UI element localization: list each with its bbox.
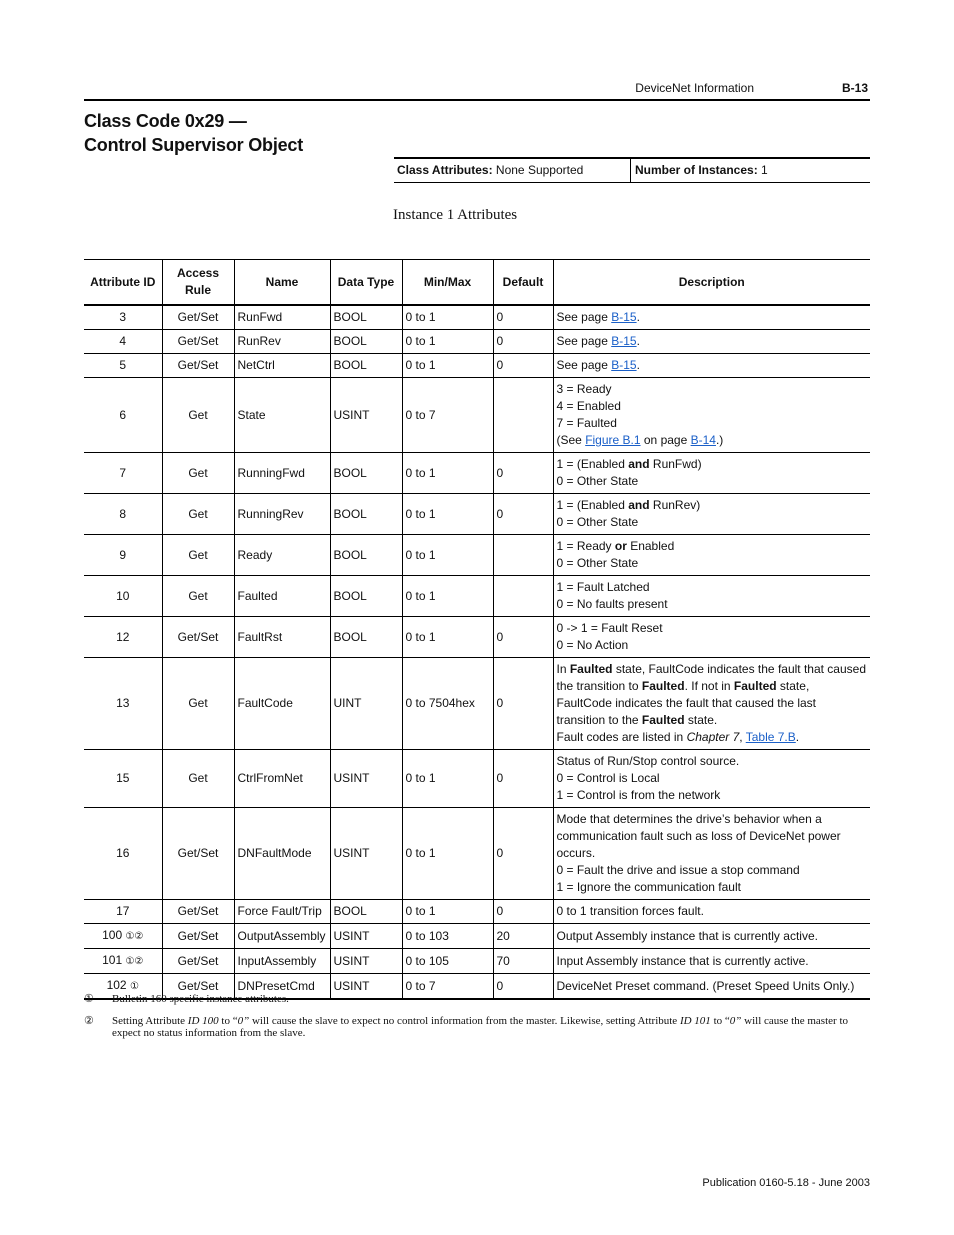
cell-name: Ready bbox=[234, 535, 330, 576]
desc-line: 1 = Control is from the network bbox=[556, 788, 721, 802]
header-description: Description bbox=[553, 260, 870, 306]
attribute-id-value: 100 bbox=[102, 928, 123, 942]
cell-min-max: 0 to 7504hex bbox=[402, 658, 493, 750]
desc-text: 1 = (Enabled bbox=[556, 498, 629, 512]
cell-attribute-id: 4 bbox=[84, 330, 162, 354]
cell-min-max: 0 to 1 bbox=[402, 535, 493, 576]
cell-default: 70 bbox=[493, 949, 553, 974]
table-header-row bbox=[84, 260, 870, 306]
desc-line: 1 = Ignore the communication fault bbox=[556, 880, 741, 894]
cell-min-max: 0 to 1 bbox=[402, 330, 493, 354]
cell-data-type: USINT bbox=[330, 974, 402, 1000]
cell-min-max: 0 to 1 bbox=[402, 750, 493, 808]
cell-default: 0 bbox=[493, 617, 553, 658]
cell-description: 0 to 1 transition forces fault. bbox=[553, 900, 870, 924]
header-data-type: Data Type bbox=[330, 260, 402, 306]
desc-bold: and bbox=[628, 457, 650, 471]
desc-line: Status of Run/Stop control source. bbox=[556, 754, 740, 768]
desc-text: See page bbox=[556, 334, 612, 348]
cell-description bbox=[553, 617, 870, 658]
footnote-text: Setting Attribute bbox=[112, 1015, 188, 1027]
cell-default: 0 bbox=[493, 494, 553, 535]
cell-access-rule: Get bbox=[162, 378, 234, 453]
cell-min-max: 0 to 1 bbox=[402, 354, 493, 378]
table-link[interactable]: Table 7.B bbox=[745, 730, 796, 744]
class-attributes-label: Class Attributes: bbox=[397, 163, 493, 177]
desc-line: 0 -> 1 = Fault Reset bbox=[556, 621, 663, 635]
instance-attributes-table bbox=[84, 259, 870, 1000]
cell-min-max: 0 to 1 bbox=[402, 576, 493, 617]
footnote-text: to “ bbox=[218, 1015, 238, 1027]
cell-access-rule: Get/Set bbox=[162, 808, 234, 900]
desc-line: 4 = Enabled bbox=[556, 399, 621, 413]
cell-data-type: USINT bbox=[330, 750, 402, 808]
cell-attribute-id: 6 bbox=[84, 378, 162, 453]
table-row bbox=[84, 808, 870, 900]
cell-name: RunRev bbox=[234, 330, 330, 354]
table-row bbox=[84, 330, 870, 354]
table-row bbox=[84, 354, 870, 378]
desc-text: on page bbox=[640, 433, 691, 447]
number-of-instances-cell bbox=[632, 159, 871, 182]
cell-default: 20 bbox=[493, 924, 553, 949]
desc-text: state, FaultCode indicates the fault that caused the transition to bbox=[556, 662, 867, 693]
header-default: Default bbox=[493, 260, 553, 306]
cell-name: FaultRst bbox=[234, 617, 330, 658]
header-access-rule bbox=[162, 260, 234, 306]
class-attributes-value: None Supported bbox=[495, 163, 584, 177]
footnote-1-text: Bulletin 160 specific instance attributes. bbox=[112, 993, 289, 1005]
footnote-italic: 0” bbox=[729, 1015, 742, 1027]
cell-description bbox=[553, 535, 870, 576]
desc-italic: Chapter 7 bbox=[686, 730, 740, 744]
table-row bbox=[84, 658, 870, 750]
cell-data-type: BOOL bbox=[330, 305, 402, 330]
cell-attribute-id: 13 bbox=[84, 658, 162, 750]
desc-bold: or bbox=[614, 539, 627, 553]
desc-paragraph bbox=[557, 661, 868, 729]
cell-data-type: USINT bbox=[330, 808, 402, 900]
cell-access-rule: Get/Set bbox=[162, 900, 234, 924]
header-attribute-id: Attribute ID bbox=[84, 260, 162, 306]
cell-description bbox=[553, 576, 870, 617]
desc-text: . bbox=[636, 334, 640, 348]
header-page-number: B-13 bbox=[841, 81, 868, 95]
desc-text: Enabled bbox=[626, 539, 675, 553]
desc-line: 0 = No Action bbox=[556, 638, 629, 652]
footnote-1-mark: ① bbox=[84, 993, 94, 1005]
cell-default: 0 bbox=[493, 974, 553, 1000]
desc-text: See page bbox=[556, 310, 612, 324]
footnote-2-text bbox=[112, 1015, 870, 1039]
cell-data-type: BOOL bbox=[330, 453, 402, 494]
desc-line: 1 = Fault Latched bbox=[556, 580, 650, 594]
desc-line bbox=[557, 432, 868, 449]
cell-name: FaultCode bbox=[234, 658, 330, 750]
class-attributes-box bbox=[394, 157, 870, 183]
cell-description bbox=[553, 453, 870, 494]
desc-text: 1 = Ready bbox=[556, 539, 615, 553]
cell-default bbox=[493, 535, 553, 576]
table-row bbox=[84, 535, 870, 576]
desc-line: 0 = Fault the drive and issue a stop command bbox=[556, 863, 800, 877]
cell-description bbox=[553, 330, 870, 354]
cell-access-rule: Get/Set bbox=[162, 974, 234, 1000]
cell-name: InputAssembly bbox=[234, 949, 330, 974]
page-title-line1: Class Code 0x29 — bbox=[84, 111, 247, 131]
cell-default bbox=[493, 576, 553, 617]
cell-description bbox=[553, 305, 870, 330]
cell-default bbox=[493, 378, 553, 453]
cell-data-type: BOOL bbox=[330, 617, 402, 658]
cell-default: 0 bbox=[493, 808, 553, 900]
cell-min-max: 0 to 1 bbox=[402, 494, 493, 535]
page-title-line2: Control Supervisor Object bbox=[84, 135, 304, 155]
desc-text: See page bbox=[556, 358, 612, 372]
page-title bbox=[84, 109, 303, 157]
table-row bbox=[84, 924, 870, 949]
cell-access-rule: Get bbox=[162, 494, 234, 535]
cell-access-rule: Get/Set bbox=[162, 949, 234, 974]
cell-description bbox=[553, 808, 870, 900]
desc-text: . bbox=[636, 310, 640, 324]
table-row bbox=[84, 494, 870, 535]
desc-line: Mode that determines the drive’s behavior when a communication fault such as loss of DeviceNet power occurs. bbox=[556, 812, 841, 860]
cell-data-type: BOOL bbox=[330, 900, 402, 924]
desc-text: Fault codes are listed in bbox=[556, 730, 687, 744]
desc-text: . bbox=[636, 358, 640, 372]
table-row bbox=[84, 576, 870, 617]
footnote-italic: 0” bbox=[237, 1015, 250, 1027]
cell-access-rule: Get/Set bbox=[162, 617, 234, 658]
cell-default: 0 bbox=[493, 305, 553, 330]
desc-line bbox=[557, 538, 868, 555]
cell-min-max: 0 to 7 bbox=[402, 378, 493, 453]
cell-min-max: 0 to 105 bbox=[402, 949, 493, 974]
cell-attribute-id: 17 bbox=[84, 900, 162, 924]
desc-bold: Faulted bbox=[641, 679, 685, 693]
cell-attribute-id: 12 bbox=[84, 617, 162, 658]
attribute-id-value: 101 bbox=[102, 953, 123, 967]
footnote-text: will cause the master to expect no status information from the slave. bbox=[112, 1015, 848, 1039]
desc-line: 0 = No faults present bbox=[556, 597, 668, 611]
table-caption: Instance 1 Attributes bbox=[393, 207, 518, 223]
footnote-marks: ①② bbox=[125, 931, 144, 942]
cell-attribute-id: 15 bbox=[84, 750, 162, 808]
cell-access-rule: Get bbox=[162, 658, 234, 750]
header-access-rule-line1: Access bbox=[176, 266, 220, 280]
desc-text: 1 = (Enabled bbox=[556, 457, 629, 471]
cell-description bbox=[553, 378, 870, 453]
cell-access-rule: Get bbox=[162, 453, 234, 494]
desc-line: 0 = Control is Local bbox=[556, 771, 660, 785]
cell-description bbox=[553, 354, 870, 378]
cell-name: State bbox=[234, 378, 330, 453]
cell-min-max: 0 to 7 bbox=[402, 974, 493, 1000]
cell-default: 0 bbox=[493, 900, 553, 924]
cell-default: 0 bbox=[493, 453, 553, 494]
cell-description bbox=[553, 750, 870, 808]
cell-data-type: BOOL bbox=[330, 576, 402, 617]
desc-text: . bbox=[795, 730, 800, 744]
cell-data-type: USINT bbox=[330, 924, 402, 949]
cell-min-max: 0 to 1 bbox=[402, 900, 493, 924]
cell-min-max: 0 to 1 bbox=[402, 453, 493, 494]
cell-access-rule: Get bbox=[162, 576, 234, 617]
cell-attribute-id: 3 bbox=[84, 305, 162, 330]
desc-line bbox=[557, 497, 868, 514]
page-link[interactable]: B-15 bbox=[611, 358, 637, 372]
cell-access-rule: Get/Set bbox=[162, 305, 234, 330]
cell-name: OutputAssembly bbox=[234, 924, 330, 949]
cell-name: CtrlFromNet bbox=[234, 750, 330, 808]
desc-line: 0 = Other State bbox=[556, 474, 639, 488]
cell-attribute-id bbox=[84, 924, 162, 949]
header-section-title: DeviceNet Information bbox=[635, 81, 754, 95]
cell-data-type: BOOL bbox=[330, 330, 402, 354]
cell-access-rule: Get bbox=[162, 750, 234, 808]
footnote-italic: ID 100 bbox=[187, 1015, 219, 1027]
table-row bbox=[84, 617, 870, 658]
footnote-italic: ID 101 bbox=[679, 1015, 711, 1027]
cell-default: 0 bbox=[493, 750, 553, 808]
cell-attribute-id bbox=[84, 949, 162, 974]
footnote-2-mark: ② bbox=[84, 1015, 94, 1027]
table-row bbox=[84, 305, 870, 330]
cell-name: DNPresetCmd bbox=[234, 974, 330, 1000]
cell-name: DNFaultMode bbox=[234, 808, 330, 900]
desc-bold: Faulted bbox=[569, 662, 613, 676]
publication-footer: Publication 0160-5.18 - June 2003 bbox=[702, 1177, 870, 1189]
cell-attribute-id: 8 bbox=[84, 494, 162, 535]
footnote-text: to “ bbox=[710, 1015, 730, 1027]
page-link[interactable]: B-14 bbox=[690, 433, 716, 447]
footnote-marks: ①② bbox=[125, 956, 144, 967]
cell-name: Faulted bbox=[234, 576, 330, 617]
desc-text: state. bbox=[684, 713, 718, 727]
cell-access-rule: Get/Set bbox=[162, 924, 234, 949]
desc-line: 7 = Faulted bbox=[556, 416, 617, 430]
desc-text: In bbox=[556, 662, 570, 676]
desc-line: 3 = Ready bbox=[556, 382, 612, 396]
cell-access-rule: Get/Set bbox=[162, 330, 234, 354]
desc-text: RunFwd) bbox=[649, 457, 702, 471]
cell-data-type: BOOL bbox=[330, 535, 402, 576]
desc-text: state, FaultCode indicates the fault that caused the last transition to the bbox=[556, 679, 816, 727]
cell-data-type: UINT bbox=[330, 658, 402, 750]
cell-name: RunningRev bbox=[234, 494, 330, 535]
cell-default: 0 bbox=[493, 330, 553, 354]
desc-bold: and bbox=[628, 498, 650, 512]
table-row bbox=[84, 949, 870, 974]
cell-data-type: BOOL bbox=[330, 494, 402, 535]
footnote-text: will cause the slave to expect no control information from the master. Likewise, setting Attribute bbox=[249, 1015, 680, 1027]
cell-data-type: USINT bbox=[330, 378, 402, 453]
cell-min-max: 0 to 103 bbox=[402, 924, 493, 949]
cell-attribute-id: 5 bbox=[84, 354, 162, 378]
number-of-instances-value: 1 bbox=[761, 163, 768, 177]
table-row bbox=[84, 378, 870, 453]
desc-line bbox=[557, 729, 868, 746]
class-attributes-cell bbox=[394, 159, 631, 182]
cell-name: Force Fault/Trip bbox=[234, 900, 330, 924]
desc-line: 0 = Other State bbox=[556, 515, 639, 529]
table-row bbox=[84, 453, 870, 494]
table-row bbox=[84, 750, 870, 808]
cell-attribute-id: 7 bbox=[84, 453, 162, 494]
cell-attribute-id: 16 bbox=[84, 808, 162, 900]
table-row bbox=[84, 900, 870, 924]
cell-access-rule: Get bbox=[162, 535, 234, 576]
cell-description: Output Assembly instance that is currently active. bbox=[553, 924, 870, 949]
page-link[interactable]: B-15 bbox=[611, 334, 637, 348]
cell-attribute-id: 9 bbox=[84, 535, 162, 576]
header-min-max: Min/Max bbox=[402, 260, 493, 306]
page-header bbox=[84, 80, 870, 101]
cell-attribute-id: 10 bbox=[84, 576, 162, 617]
cell-description: DeviceNet Preset command. (Preset Speed Units Only.) bbox=[553, 974, 870, 1000]
desc-text: (See bbox=[556, 433, 586, 447]
cell-default: 0 bbox=[493, 354, 553, 378]
cell-min-max: 0 to 1 bbox=[402, 808, 493, 900]
desc-text: . If not in bbox=[684, 679, 734, 693]
desc-line bbox=[557, 456, 868, 473]
desc-text: , bbox=[739, 730, 746, 744]
cell-name: NetCtrl bbox=[234, 354, 330, 378]
desc-bold: Faulted bbox=[641, 713, 685, 727]
number-of-instances-label: Number of Instances: bbox=[635, 163, 758, 177]
header-name: Name bbox=[234, 260, 330, 306]
desc-text: RunRev) bbox=[649, 498, 701, 512]
cell-description bbox=[553, 658, 870, 750]
cell-default: 0 bbox=[493, 658, 553, 750]
figure-link[interactable]: Figure B.1 bbox=[585, 433, 641, 447]
page-link[interactable]: B-15 bbox=[611, 310, 637, 324]
cell-min-max: 0 to 1 bbox=[402, 617, 493, 658]
desc-line: 0 = Other State bbox=[556, 556, 639, 570]
cell-description bbox=[553, 494, 870, 535]
cell-min-max: 0 to 1 bbox=[402, 305, 493, 330]
footnote-marks: ① bbox=[129, 981, 139, 992]
cell-data-type: USINT bbox=[330, 949, 402, 974]
cell-data-type: BOOL bbox=[330, 354, 402, 378]
cell-name: RunningFwd bbox=[234, 453, 330, 494]
header-access-rule-line2: Rule bbox=[184, 283, 211, 297]
cell-access-rule: Get/Set bbox=[162, 354, 234, 378]
attribute-id-value: 102 bbox=[106, 978, 127, 992]
desc-bold: Faulted bbox=[733, 679, 777, 693]
cell-description: Input Assembly instance that is currently active. bbox=[553, 949, 870, 974]
desc-text: .) bbox=[715, 433, 724, 447]
cell-name: RunFwd bbox=[234, 305, 330, 330]
